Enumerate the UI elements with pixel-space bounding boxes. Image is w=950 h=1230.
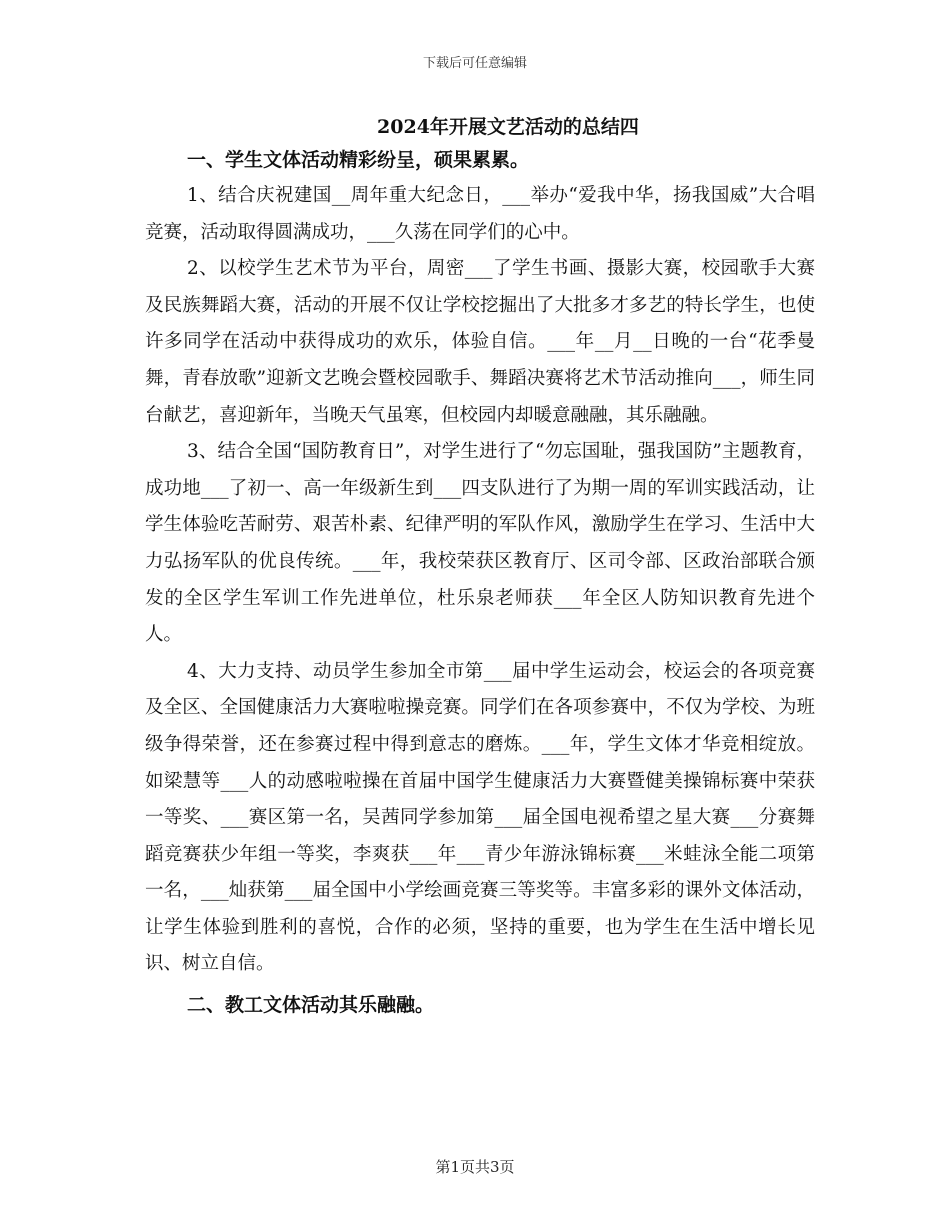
paragraph-3: 3、结合全国“国防教育日”，对学生进行了“勿忘国耻，强我国防”主题教育，成功地___了初一、高一年级新生到___四支队进行了为期一周的军训实践活动，让学生体验吃苦耐劳、艰苦朴素、纪律严明的军队作风，激励学生在学习、生活中大力弘扬军队的优良传统。___年，我校荣获区教育厅、区司令部、区政治部联合颁发的全区学生军训工作先进单位，杜乐泉老师获___年全区人防知识教育先进个人。 [145,441,815,646]
paragraph-1: 1、结合庆祝建国__周年重大纪念日，___举办“爱我中华，扬我国威”大合唱竞赛，活动取得圆满成功，___久荡在同学们的心中。 [145,185,815,243]
page-footer: 第1页共3页 [435,1158,515,1176]
paragraph-4: 4、大力支持、动员学生参加全市第___届中学生运动会，校运会的各项竞赛及全区、全国健康活力大赛啦啦操竞赛。同学们在各项参赛中，不仅为学校、为班级争得荣誉，还在参赛过程中得到意志的磨炼。___年，学生文体才华竞相绽放。如梁慧等___人的动感啦啦操在首届中国学生健康活力大赛暨健美操锦标赛中荣获一等奖、___赛区第一名，吴茜同学参加第___届全国电视希望之星大赛___分赛舞蹈竞赛获少年组一等奖，李爽获___年___青少年游泳锦标赛___米蛙泳全能二项第一名，___灿获第___届全国中小学绘画竞赛三等奖等。丰富多彩的课外文体活动，让学生体验到胜利的喜悦，合作的必须，坚持的重要，也为学生在生活中增长见识、树立自信。 [145,660,815,975]
header-note: 下载后可任意编辑 [422,56,527,71]
document-title: 2024年开展文艺活动的总结四 [377,116,639,138]
section-heading-2: 二、教工文体活动其乐融融。 [187,994,435,1017]
section-heading-1: 一、学生文体活动精彩纷呈，硕果累累。 [187,149,530,171]
document-body [145,112,815,1023]
paragraph-2: 2、以校学生艺术节为平台，周密___了学生书画、摄影大赛，校园歌手大赛及民族舞蹈大赛，活动的开展不仅让学校挖掘出了大批多才多艺的特长学生，也使许多同学在活动中获得成功的欢乐，体验自信。___年__月__日晚的一台“花季曼舞，青春放歌”迎新文艺晚会暨校园歌手、舞蹈决赛将艺术节活动推向___，师生同台献艺，喜迎新年，当晚天气虽寒，但校园内却暖意融融，其乐融融。 [145,258,815,426]
